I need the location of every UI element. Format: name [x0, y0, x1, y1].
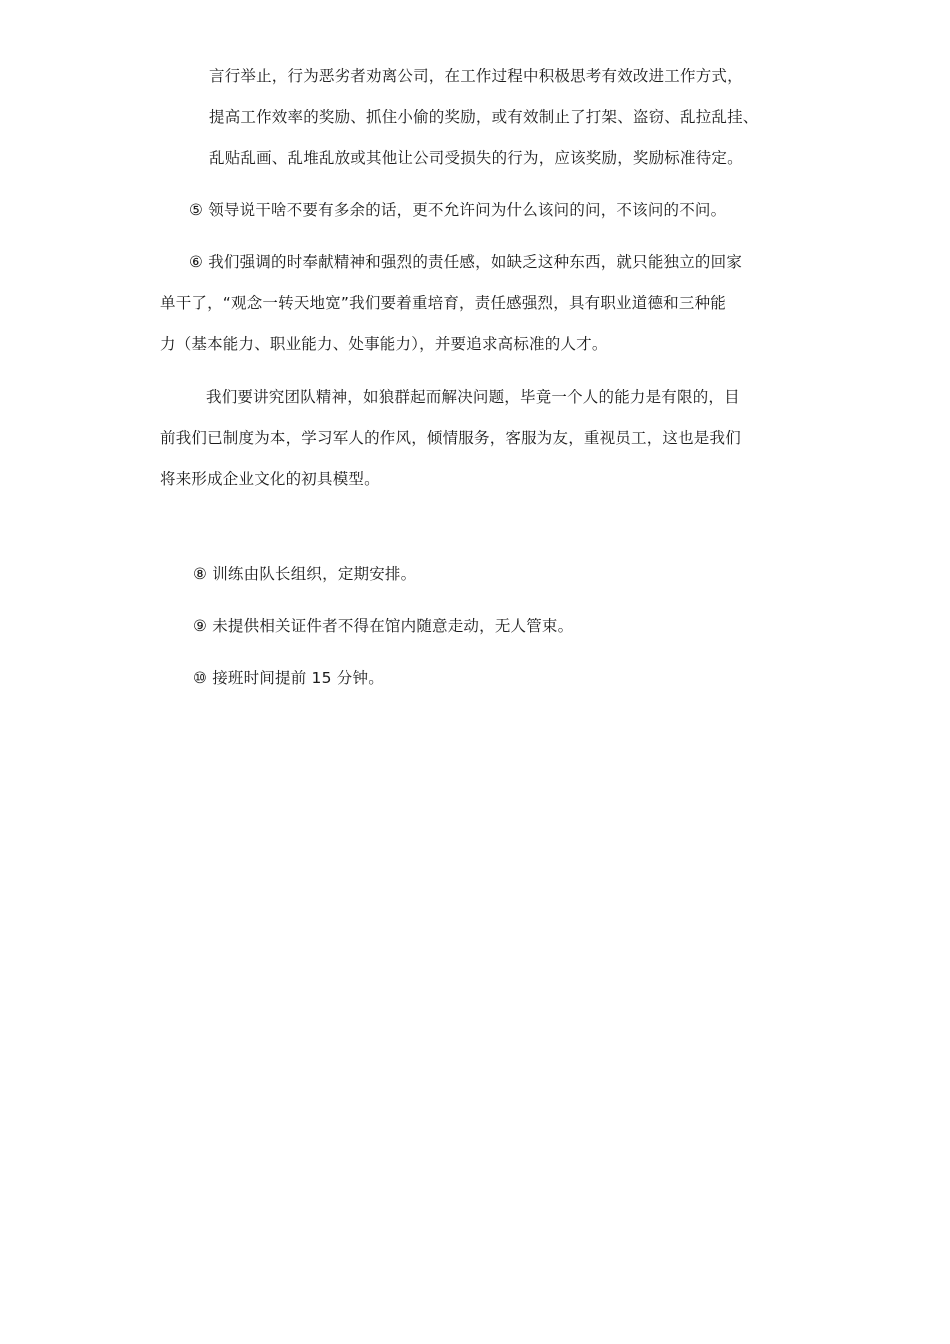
item9-text: ⑨ 未提供相关证件者不得在馆内随意走动，无人管束。	[193, 617, 574, 635]
item8-text: ⑧ 训练由队长组织，定期安排。	[193, 565, 417, 583]
team-paragraph-line-3: 将来形成企业文化的初具模型。	[160, 470, 380, 488]
item4-line-3: 乱贴乱画、乱堆乱放或其他让公司受损失的行为，应该奖励，奖励标准待定。	[209, 149, 743, 167]
item4-line-1: 言行举止，行为恶劣者劝离公司，在工作过程中积极思考有效改进工作方式，	[209, 67, 743, 85]
item6-line-1: ⑥ 我们强调的时奉献精神和强烈的责任感，如缺乏这种东西，就只能独立的回家	[189, 253, 743, 271]
item10-text: ⑩ 接班时间提前 15 分钟。	[193, 669, 384, 687]
item4-line-2: 提高工作效率的奖励、抓住小偷的奖励，或有效制止了打架、盗窃、乱拉乱挂、	[209, 108, 759, 126]
team-paragraph-line-2: 前我们已制度为本，学习军人的作风，倾情服务，客服为友，重视员工，这也是我们	[160, 429, 741, 447]
item6-line-3: 力（基本能力、职业能力、处事能力），并要追求高标准的人才。	[160, 335, 608, 353]
team-paragraph-line-1: 我们要讲究团队精神，如狼群起而解决问题，毕竟一个人的能力是有限的，目	[206, 388, 740, 406]
item6-line-2: 单干了，“观念一转天地宽”我们要着重培育，责任感强烈，具有职业道德和三种能	[160, 294, 726, 312]
item5-line-1: ⑤ 领导说干啥不要有多余的话，更不允许问为什么该问的问，不该问的不问。	[189, 201, 727, 219]
